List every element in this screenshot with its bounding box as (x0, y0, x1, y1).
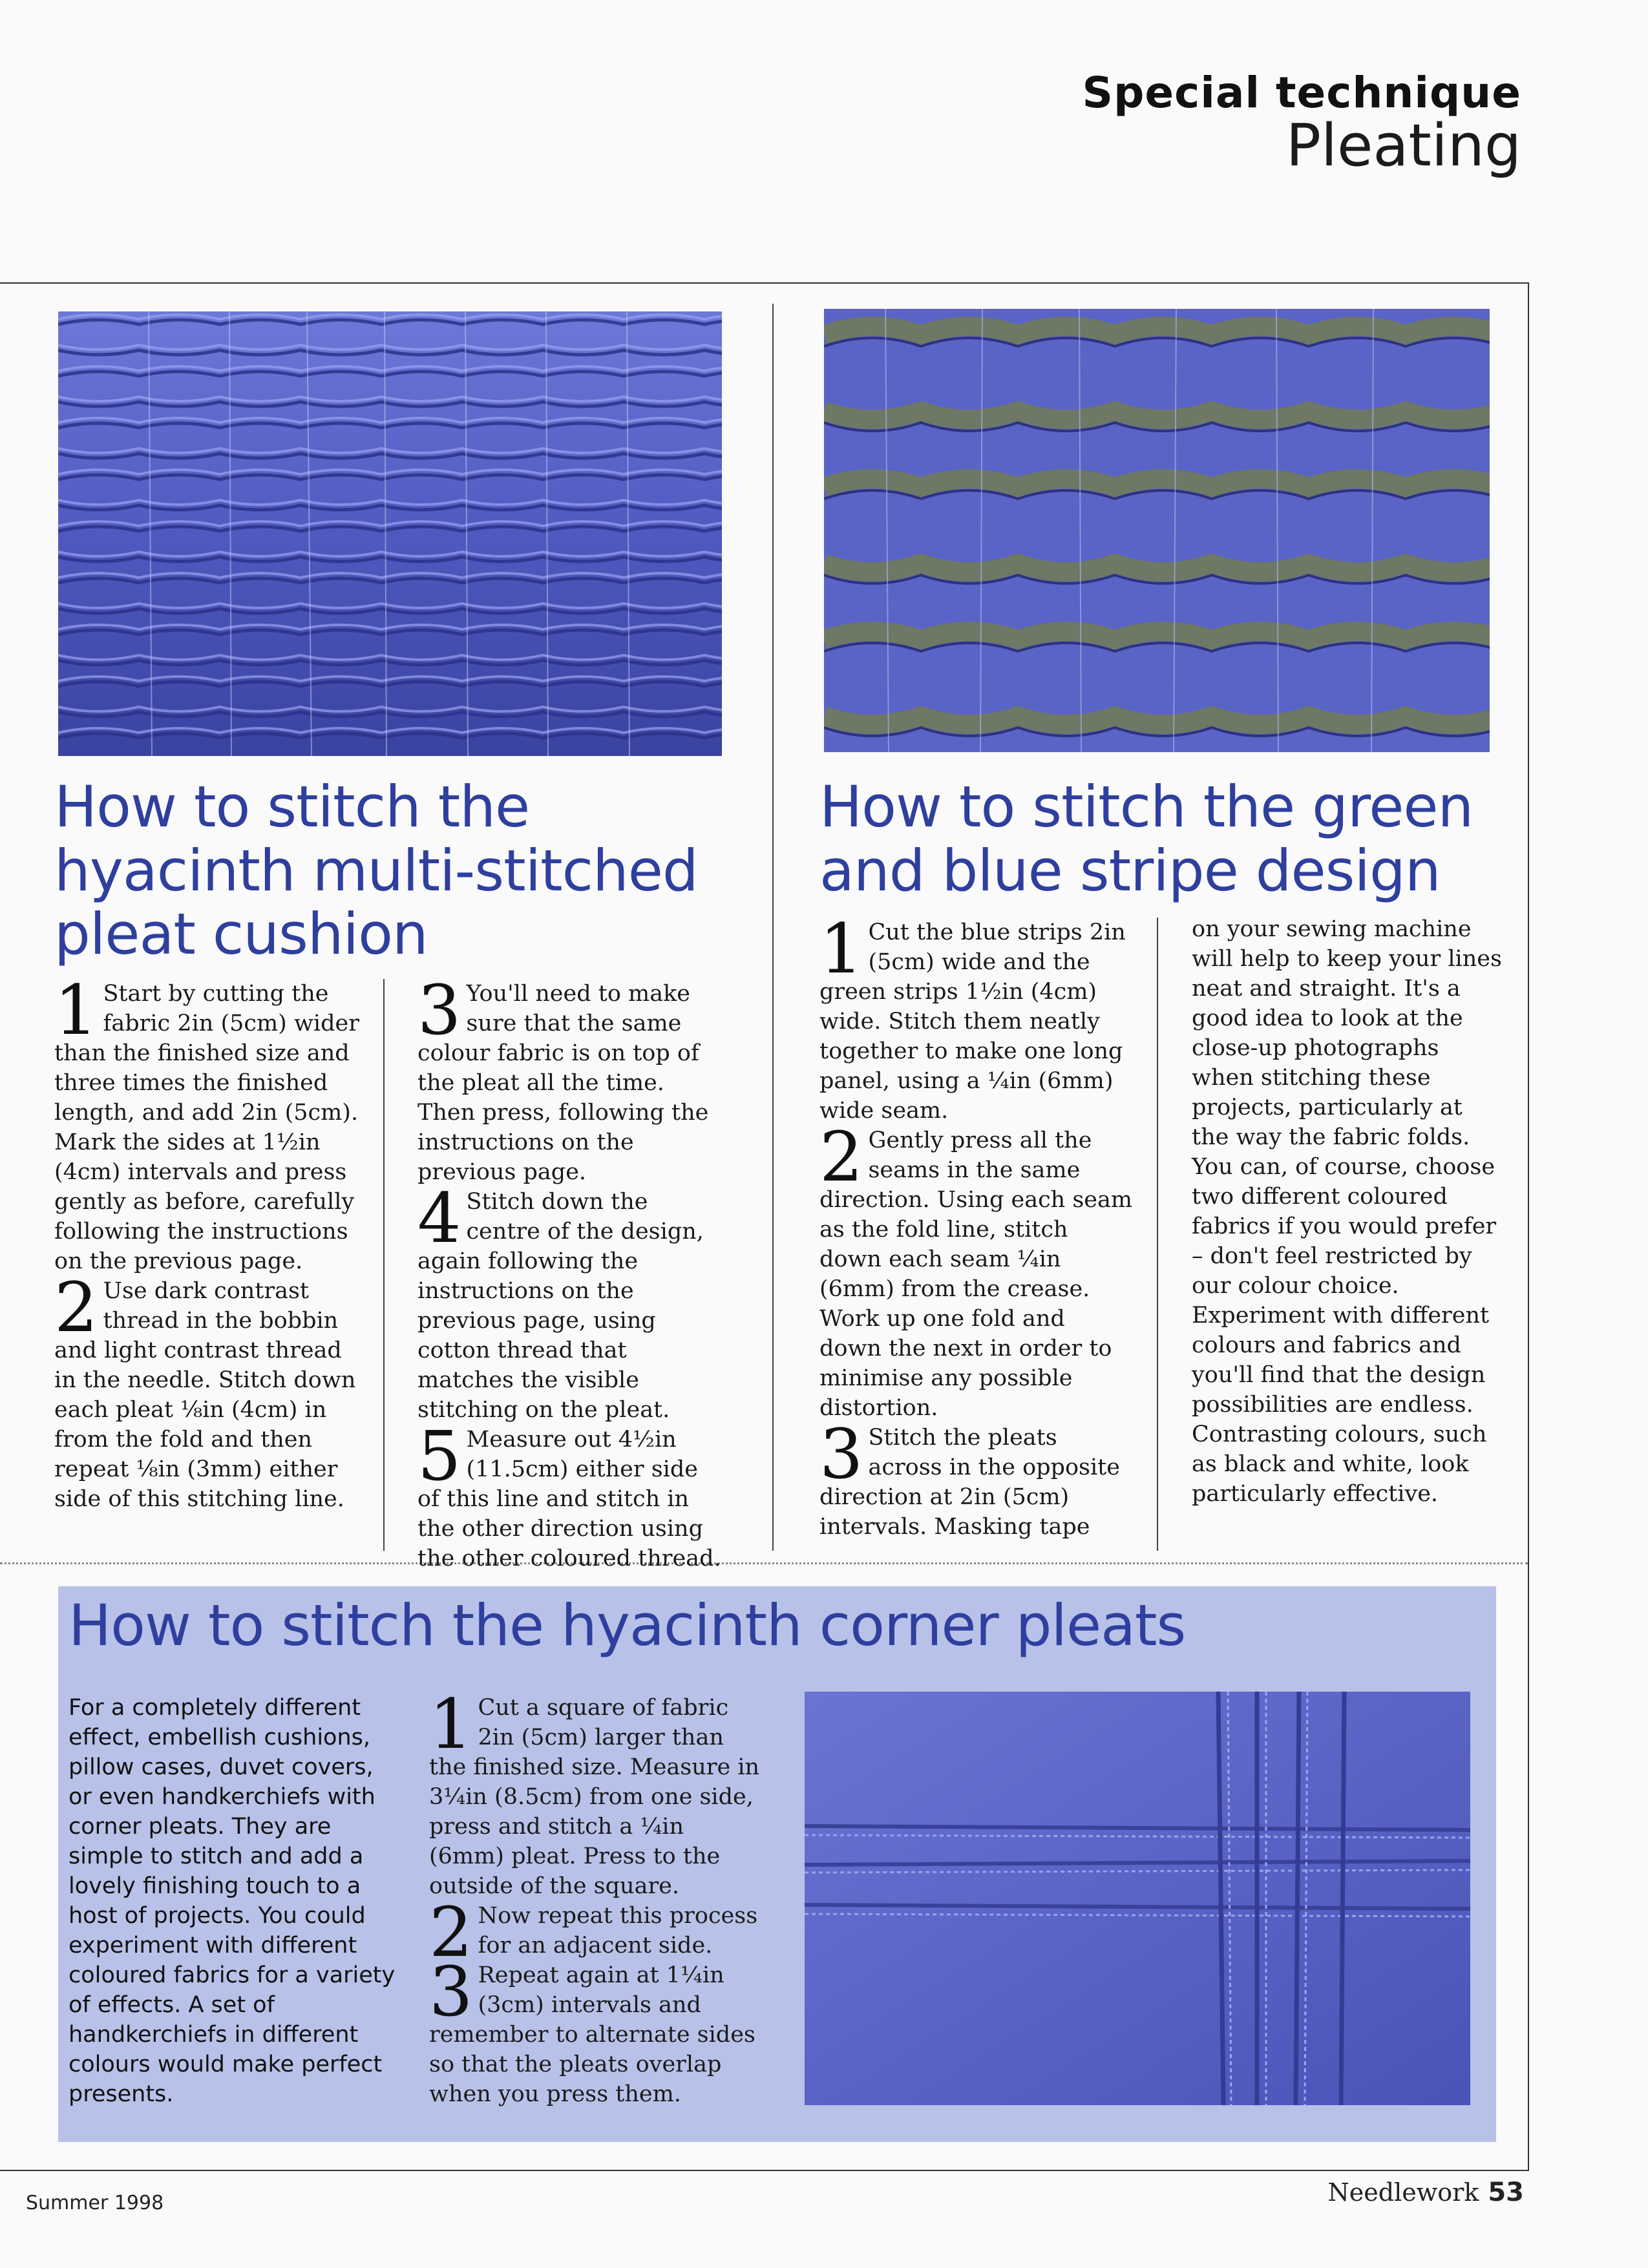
corner-pleats-intro: For a completely different effect, embellish cushions, pillow cases, duvet covers, or even handkerchiefs with corner pleats. They are simple to stitch and add a lovely finishing touch to a host of projects. You could experiment with different coloured fabrics for a variety of effects. A set of handkerchiefs in different colours would make perfect presents. (69, 1695, 396, 2107)
step-number: 3 (429, 1952, 473, 2032)
section-kicker: Special technique (1082, 68, 1521, 118)
right-column-2 (1192, 914, 1502, 1509)
step-1 (54, 971, 364, 1276)
top-rule (0, 282, 1529, 284)
corner-pleats-steps (429, 1685, 765, 2109)
step-4 (417, 1179, 721, 1425)
bottom-rule (0, 2170, 1529, 2171)
hyacinth-cushion-headline (54, 775, 759, 967)
step-text: Now repeat this process for an adjacent side. (478, 1903, 758, 1958)
column-divider (772, 304, 774, 1551)
headline-line: and blue stripe design (819, 837, 1441, 904)
green-blue-stripe-photo (824, 309, 1490, 752)
right-column-divider (1157, 918, 1158, 1551)
step-number: 4 (417, 1179, 461, 1258)
step-2 (819, 1117, 1133, 1423)
left-column-divider (383, 979, 385, 1551)
headline-line: hyacinth multi-stitched (54, 837, 698, 904)
step-number: 1 (819, 909, 863, 989)
magazine-name: Needlework (1327, 2178, 1479, 2207)
step-text: Stitch down the centre of the design, again following the instructions on the previous page, using cotton thread that matches the visible stitching on the pleat. (417, 1189, 704, 1423)
step-text: Gently press all the seams in the same direction. Using each seam as the fold line, stitch down each seam ¼in (6mm) from the crease. Work up one fold and down the next in order to minimise any possible distortion. (819, 1128, 1133, 1421)
step-3 (819, 1414, 1133, 1542)
step-text: Measure out 4½in (11.5cm) either side of this line and stitch in the other direction using the other coloured thread. (417, 1427, 721, 1571)
left-column-2 (417, 971, 721, 1573)
step-2 (429, 1893, 765, 1972)
step-3 (417, 971, 721, 1187)
right-column-1 (819, 909, 1133, 1542)
page-footer (1328, 2178, 1524, 2207)
page-header (1082, 68, 1521, 180)
dotted-separator (0, 1562, 1528, 1564)
step-text: Use dark contrast thread in the bobbin and light contrast thread in the needle. Stitch down each pleat ⅛in (4cm) in from the fold and then repeat ⅛in (3mm) either side of this stitching line. (54, 1278, 356, 1512)
step-number: 3 (819, 1414, 863, 1494)
step-text: Cut a square of fabric 2in (5cm) larger than the finished size. Measure in 3¼in (8.5cm) from one side, press and stitch a ¼in (6mm) pleat. Press to the outside of the square. (429, 1695, 760, 1899)
headline-line: How to stitch the (54, 773, 530, 840)
step-5 (417, 1416, 721, 1573)
step-number: 3 (417, 971, 461, 1050)
headline-line: pleat cushion (54, 901, 428, 968)
step-1 (429, 1685, 765, 1901)
step-3 (429, 1952, 765, 2109)
corner-pleats-photo (805, 1692, 1470, 2105)
step-number: 1 (54, 971, 98, 1050)
step-number: 2 (54, 1268, 98, 1347)
right-rule (1528, 282, 1529, 2170)
issue-date: Summer 1998 (26, 2192, 164, 2214)
step-number: 5 (417, 1416, 461, 1496)
hyacinth-pleat-photo (58, 311, 722, 756)
step-text: You'll need to make sure that the same colour fabric is on top of the pleat all the time. Then press, following the instructions on the previous page. (417, 981, 709, 1185)
step-text: Repeat again at 1¼in (3cm) intervals and remember to alternate sides so that the pleats overlap when you press them. (429, 1962, 755, 2107)
step-number: 2 (819, 1117, 863, 1197)
step-text: Cut the blue strips 2in (5cm) wide and the green strips 1½in (4cm) wide. Stitch them neatly together to make one long panel, using a ¼in (6mm) wide seam. (819, 919, 1126, 1124)
step-1 (819, 909, 1133, 1126)
stripe-design-headline (819, 775, 1524, 903)
step-text: Start by cutting the fabric 2in (5cm) wider than the finished size and three times the finished length, and add 2in (5cm). Mark the sides at 1½in (4cm) intervals and press gently as before, carefully following the instructions on the previous page. (54, 981, 359, 1274)
step-2 (54, 1268, 364, 1514)
step-number: 1 (429, 1685, 473, 1764)
corner-pleats-headline: How to stitch the hyacinth corner pleats (69, 1592, 1186, 1659)
left-column-1 (54, 971, 364, 1514)
section-title: Pleating (1285, 111, 1521, 180)
continued-text: on your sewing machine will help to keep your lines neat and straight. It's a good idea to look at the close-up photographs when stitching these projects, particularly at the way the fabric folds. You can, of course, choose two different coloured fabrics if you would prefer – don't feel restricted by our colour choice. Experiment with different colours and fabrics and you'll find that the design possibilities are endless. Contrasting colours, such as black and white, look particularly effective. (1192, 916, 1502, 1507)
headline-line: How to stitch the green (819, 773, 1474, 840)
step-number: 2 (429, 1893, 473, 1972)
page-number: 53 (1488, 2178, 1524, 2207)
step-text: Stitch the pleats across in the opposite direction at 2in (5cm) intervals. Masking tape (819, 1425, 1120, 1540)
